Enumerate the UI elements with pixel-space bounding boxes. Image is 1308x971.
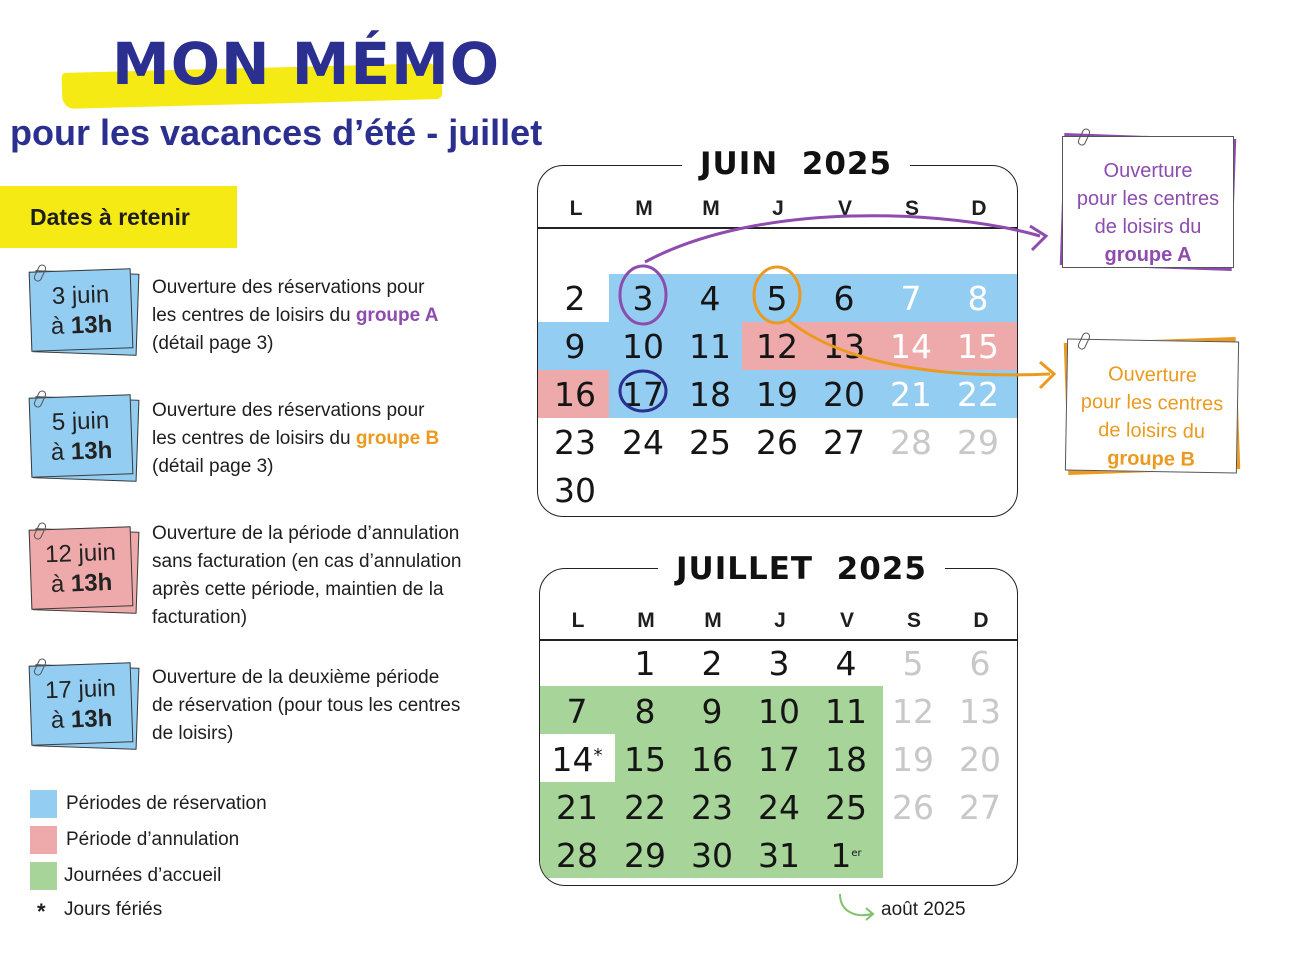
side-note-line: Ouverture [1107,363,1198,387]
day-cell: 20 [823,375,865,414]
weekday-header: L [571,609,585,632]
legend-label-cancellation: Période d’annulation [66,829,240,850]
desc-line: Ouverture des réservations pour [152,277,425,298]
note-day: 3 juin [51,281,110,311]
dates-heading: Dates à retenir [0,186,237,248]
group-b-label: groupe B [355,428,440,449]
day-cell: 29 [624,836,666,875]
side-note-line: Ouverture [1103,160,1193,182]
day-cell: 21 [556,788,598,827]
day-cell: 31 [758,836,800,875]
day-cell: 9 [701,692,723,731]
day-cell: 24 [622,423,664,462]
day-cell: 30 [691,836,733,875]
day-cell: 14 [890,327,932,366]
day-cell: 23 [554,423,596,462]
group-a-label: groupe A [355,305,439,326]
june-year: 2025 [801,146,893,182]
day-cell: 20 [959,740,1001,779]
note-day: 12 juin [44,538,117,569]
day-cell: 28 [556,836,598,875]
day-cell: 13 [959,692,1001,731]
day-cell: 15 [624,740,666,779]
legend-label-reception: Journées d’accueil [64,865,222,886]
day-cell: 6 [969,644,991,683]
day-cell: 17 [622,375,664,414]
day-cell: 3 [632,279,654,318]
note-time-prefix: à [50,312,72,341]
day-cell: 4 [835,644,857,683]
desc-line: (détail page 3) [152,456,274,477]
day-cell: 10 [758,692,800,731]
weekday-header: S [906,609,921,632]
day-cell: 21 [890,375,932,414]
weekday-header: L [569,197,583,220]
side-note-group: groupe B [1106,447,1196,471]
day-cell: 1 [634,644,656,683]
note-time-prefix: à [50,706,72,735]
day-cell: 5 [766,279,788,318]
day-cell: 16 [691,740,733,779]
day-cell: 1er [830,836,862,875]
day-cell: 7 [900,279,922,318]
weekday-header: M [702,197,720,220]
weekday-header: S [904,197,919,220]
day-cell: 22 [957,375,999,414]
day-cell: 2 [701,644,723,683]
day-cell: 29 [957,423,999,462]
arrow-group-a [645,216,1040,262]
day-cell: 25 [825,788,867,827]
day-cell: 9 [564,327,586,366]
circle-day-3 [620,266,666,324]
weekday-header: J [774,609,786,632]
legend-label-reservation: Périodes de réservation [66,793,267,814]
desc-line: facturation) [152,607,248,628]
arrow-next-month [840,894,872,915]
weekday-header: J [772,197,784,220]
day-cell: 28 [890,423,932,462]
weekday-header: V [837,197,852,220]
circle-day-5 [754,267,800,323]
day-cell: 4 [699,279,721,318]
desc-line: de réservation (pour tous les centres [152,695,461,716]
holiday-marker: * [593,745,603,766]
day-cell: 22 [624,788,666,827]
day-cell: 26 [892,788,934,827]
day-cell: 8 [634,692,656,731]
june-month: JUIN [700,146,779,182]
day-cell: 14* [551,740,603,779]
day-cell: 17 [758,740,800,779]
note-time-prefix: à [50,570,72,599]
day-cell: 19 [892,740,934,779]
note-day: 5 juin [51,407,110,437]
july-year: 2025 [836,551,927,587]
arrowhead-group-a [1030,226,1046,250]
day-cell: 10 [622,327,664,366]
side-note-group: groupe A [1104,244,1192,266]
side-note-line: pour les centres [1076,188,1220,210]
note-time-value: 13h [70,436,113,466]
desc-line: Ouverture de la période d’annulation [152,523,460,544]
desc-text: les centres de loisirs du [152,428,356,449]
desc-line: Ouverture de la deuxième période [152,667,440,688]
desc-text: les centres de loisirs du [152,305,356,326]
ordinal-suffix: er [851,848,862,859]
desc-line: après cette période, maintien de la [152,579,444,600]
day-cell: 11 [825,692,867,731]
weekday-header: V [839,609,854,632]
page-title: MON MÉMO [112,30,501,98]
weekday-header: M [637,609,655,632]
day-cell: 23 [691,788,733,827]
july-month: JUILLET [676,551,814,587]
day-cell: 18 [689,375,731,414]
day-cell: 16 [554,375,596,414]
weekday-header: M [635,197,653,220]
day-cell: 30 [554,471,596,510]
legend-label-holiday: Jours fériés [64,899,163,920]
weekday-header: M [704,609,722,632]
day-cell: 26 [756,423,798,462]
day-cell: 27 [959,788,1001,827]
legend-holiday-symbol: * [37,899,46,924]
day-cell: 11 [689,327,731,366]
day-cell: 24 [758,788,800,827]
next-month-label: août 2025 [881,899,966,920]
side-note-line: de loisirs du [1094,216,1202,238]
weekday-header: D [971,197,987,220]
desc-line: de loisirs) [152,723,234,744]
note-time-value: 13h [70,568,113,598]
day-cell: 12 [756,327,798,366]
day-cell: 25 [689,423,731,462]
note-time-prefix: à [50,438,72,467]
desc-line: Ouverture des réservations pour [152,400,425,421]
day-cell: 8 [967,279,989,318]
day-cell: 7 [566,692,588,731]
arrow-group-b [788,320,1050,375]
side-note-line: de loisirs du [1098,419,1206,443]
day-cell: 12 [892,692,934,731]
desc-line: (détail page 3) [152,333,274,354]
circle-day-17 [620,371,666,411]
day-cell: 6 [833,279,855,318]
day-cell: 13 [823,327,865,366]
page-subtitle: pour les vacances d’été - juillet [10,112,543,153]
day-cell: 3 [768,644,790,683]
day-cell: 19 [756,375,798,414]
day-cell: 27 [823,423,865,462]
day-cell: 2 [564,279,586,318]
day-cell: 15 [957,327,999,366]
desc-line: sans facturation (en cas d’annulation [152,551,462,572]
weekday-header: D [973,609,989,632]
day-cell: 18 [825,740,867,779]
day-cell: 5 [902,644,924,683]
side-note-line: pour les centres [1080,390,1224,416]
note-day: 17 juin [44,674,117,705]
note-time-value: 13h [70,704,113,734]
note-time-value: 13h [70,310,113,340]
